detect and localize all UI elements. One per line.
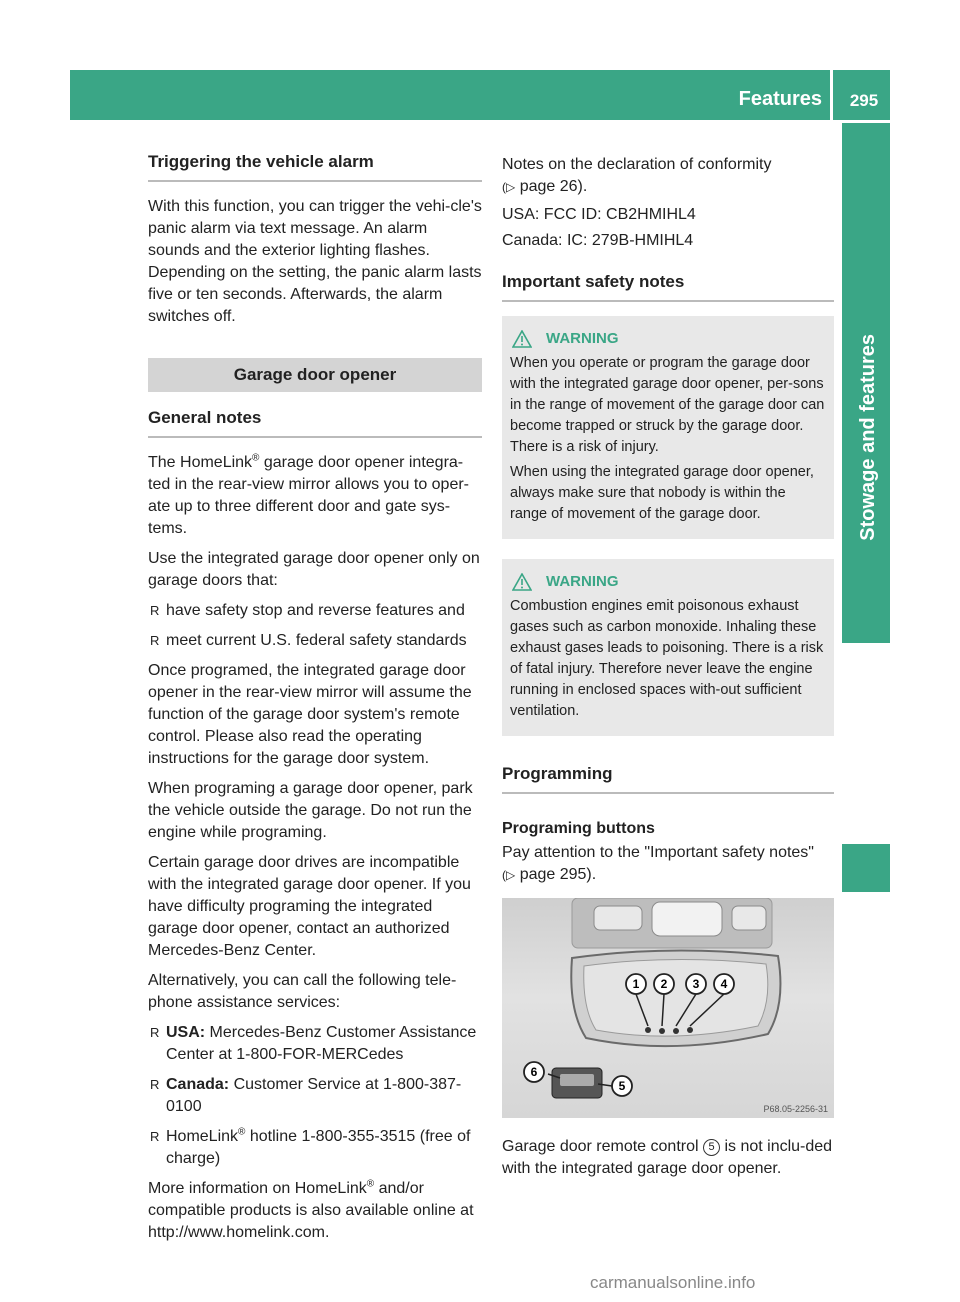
warning-icon — [512, 330, 532, 348]
warning-text: Combustion engines emit poisonous exhaust gases such as carbon monoxide. Inhaling these exhaust gases leads to poisoning. There is a risk of fatal injury. Therefore never leave the engine running in enclosed spaces with-out sufficient ventilation. — [510, 598, 824, 719]
callout-5-inline: 5 — [703, 1139, 720, 1156]
mirror-illustration — [502, 898, 834, 1118]
alternatively-text: Alternatively, you can call the following tele-phone assistance services: — [148, 972, 457, 1011]
conformity-text: Notes on the declaration of conformity (▷ page 26). — [502, 156, 772, 195]
right-column — [502, 154, 834, 1188]
page-number: 295 — [849, 91, 879, 110]
warning-title: WARNING — [546, 330, 619, 347]
header-title: Features — [738, 88, 822, 110]
mirror-drawing — [502, 898, 834, 1118]
header-divider — [830, 70, 833, 120]
callout-3: 3 — [692, 977, 700, 991]
side-marker — [842, 844, 890, 892]
callout-4: 4 — [720, 977, 728, 991]
watermark: carmanualsonline.info — [590, 1273, 756, 1292]
use-only-text: Use the integrated garage door opener only on garage doors that: — [148, 550, 480, 589]
garage-section-title: Garage door opener — [148, 358, 482, 392]
warning-text: When using the integrated garage door opener, always make sure that nobody is within the range of movement of the garage door. — [510, 464, 814, 522]
warning-box-exhaust — [502, 559, 834, 736]
left-column — [148, 150, 482, 1252]
side-tab-label: Stowage and features — [857, 334, 879, 541]
buttons-note: Pay attention to the "Important safety notes" (▷ page 295). — [502, 844, 814, 883]
more-info-text: More information on HomeLink® and/or compatible products is also available online at http://www.homelink.com. — [148, 1178, 474, 1241]
list-item: R meet current U.S. federal safety standards — [150, 632, 467, 649]
trigger-heading: Triggering the vehicle alarm — [148, 150, 482, 182]
trigger-text: With this function, you can trigger the vehi-cle's panic alarm via text message. An alarm sounds and the exterior lighting flashes. Depending on the setting, the panic alarm lasts five or ten seconds. Afterwards, the alarm switches off. — [148, 198, 482, 325]
phone-services-list — [148, 1022, 482, 1170]
safety-notes-heading: Important safety notes — [502, 270, 834, 302]
incompatible-text: Certain garage door drives are incompatible with the integrated garage door opener. If you have difficulty programing the integrated garage door opener, contact an authorized Mercedes-Benz Center. — [148, 854, 471, 959]
callout-6: 6 — [530, 1065, 538, 1079]
warning-box-injury — [502, 316, 834, 539]
usa-fcc-id: USA: FCC ID: CB2HMIHL4 — [502, 206, 696, 223]
remote-note: Garage door remote control 5 is not inclu-ded with the integrated garage door opener. — [502, 1138, 833, 1177]
callout-5: 5 — [618, 1079, 626, 1093]
homelink-paragraph: The HomeLink® garage door opener integra-ted in the rear-view mirror allows you to oper-ate up to three different door and gate sys-tems. — [148, 452, 470, 537]
when-programing-text: When programing a garage door opener, park the vehicle outside the garage. Do not run the engine while programing. — [148, 780, 473, 841]
list-item: R have safety stop and reverse features and — [150, 602, 465, 619]
requirements-list — [148, 600, 482, 652]
programing-buttons-heading: Programing buttons — [502, 820, 655, 837]
warning-text: When you operate or program the garage door with the integrated garage door opener, per-sons in the range of movement of the garage door can become trapped or struck by the garage door. There is a risk of injury. — [510, 355, 825, 455]
list-item: R HomeLink® hotline 1-800-355-3515 (free of charge) — [150, 1126, 471, 1167]
list-item: R USA: Mercedes-Benz Customer Assistance Center at 1-800-FOR-MERCedes — [150, 1024, 477, 1063]
warning-icon — [512, 573, 532, 591]
warning-title: WARNING — [546, 573, 619, 590]
general-notes-heading: General notes — [148, 406, 482, 438]
figure-code: P68.05-2256-31 — [763, 1104, 828, 1114]
list-item: R Canada: Customer Service at 1-800-387-0100 — [150, 1076, 462, 1115]
canada-ic-id: Canada: IC: 279B-HMIHL4 — [502, 232, 694, 249]
once-programed-text: Once programed, the integrated garage door opener in the rear-view mirror will assume the function of the garage door system's remote control. Please also read the operating instructions for the garage door system. — [148, 662, 472, 767]
callout-2: 2 — [660, 977, 668, 991]
callout-1: 1 — [632, 977, 640, 991]
programming-heading: Programming — [502, 762, 834, 794]
